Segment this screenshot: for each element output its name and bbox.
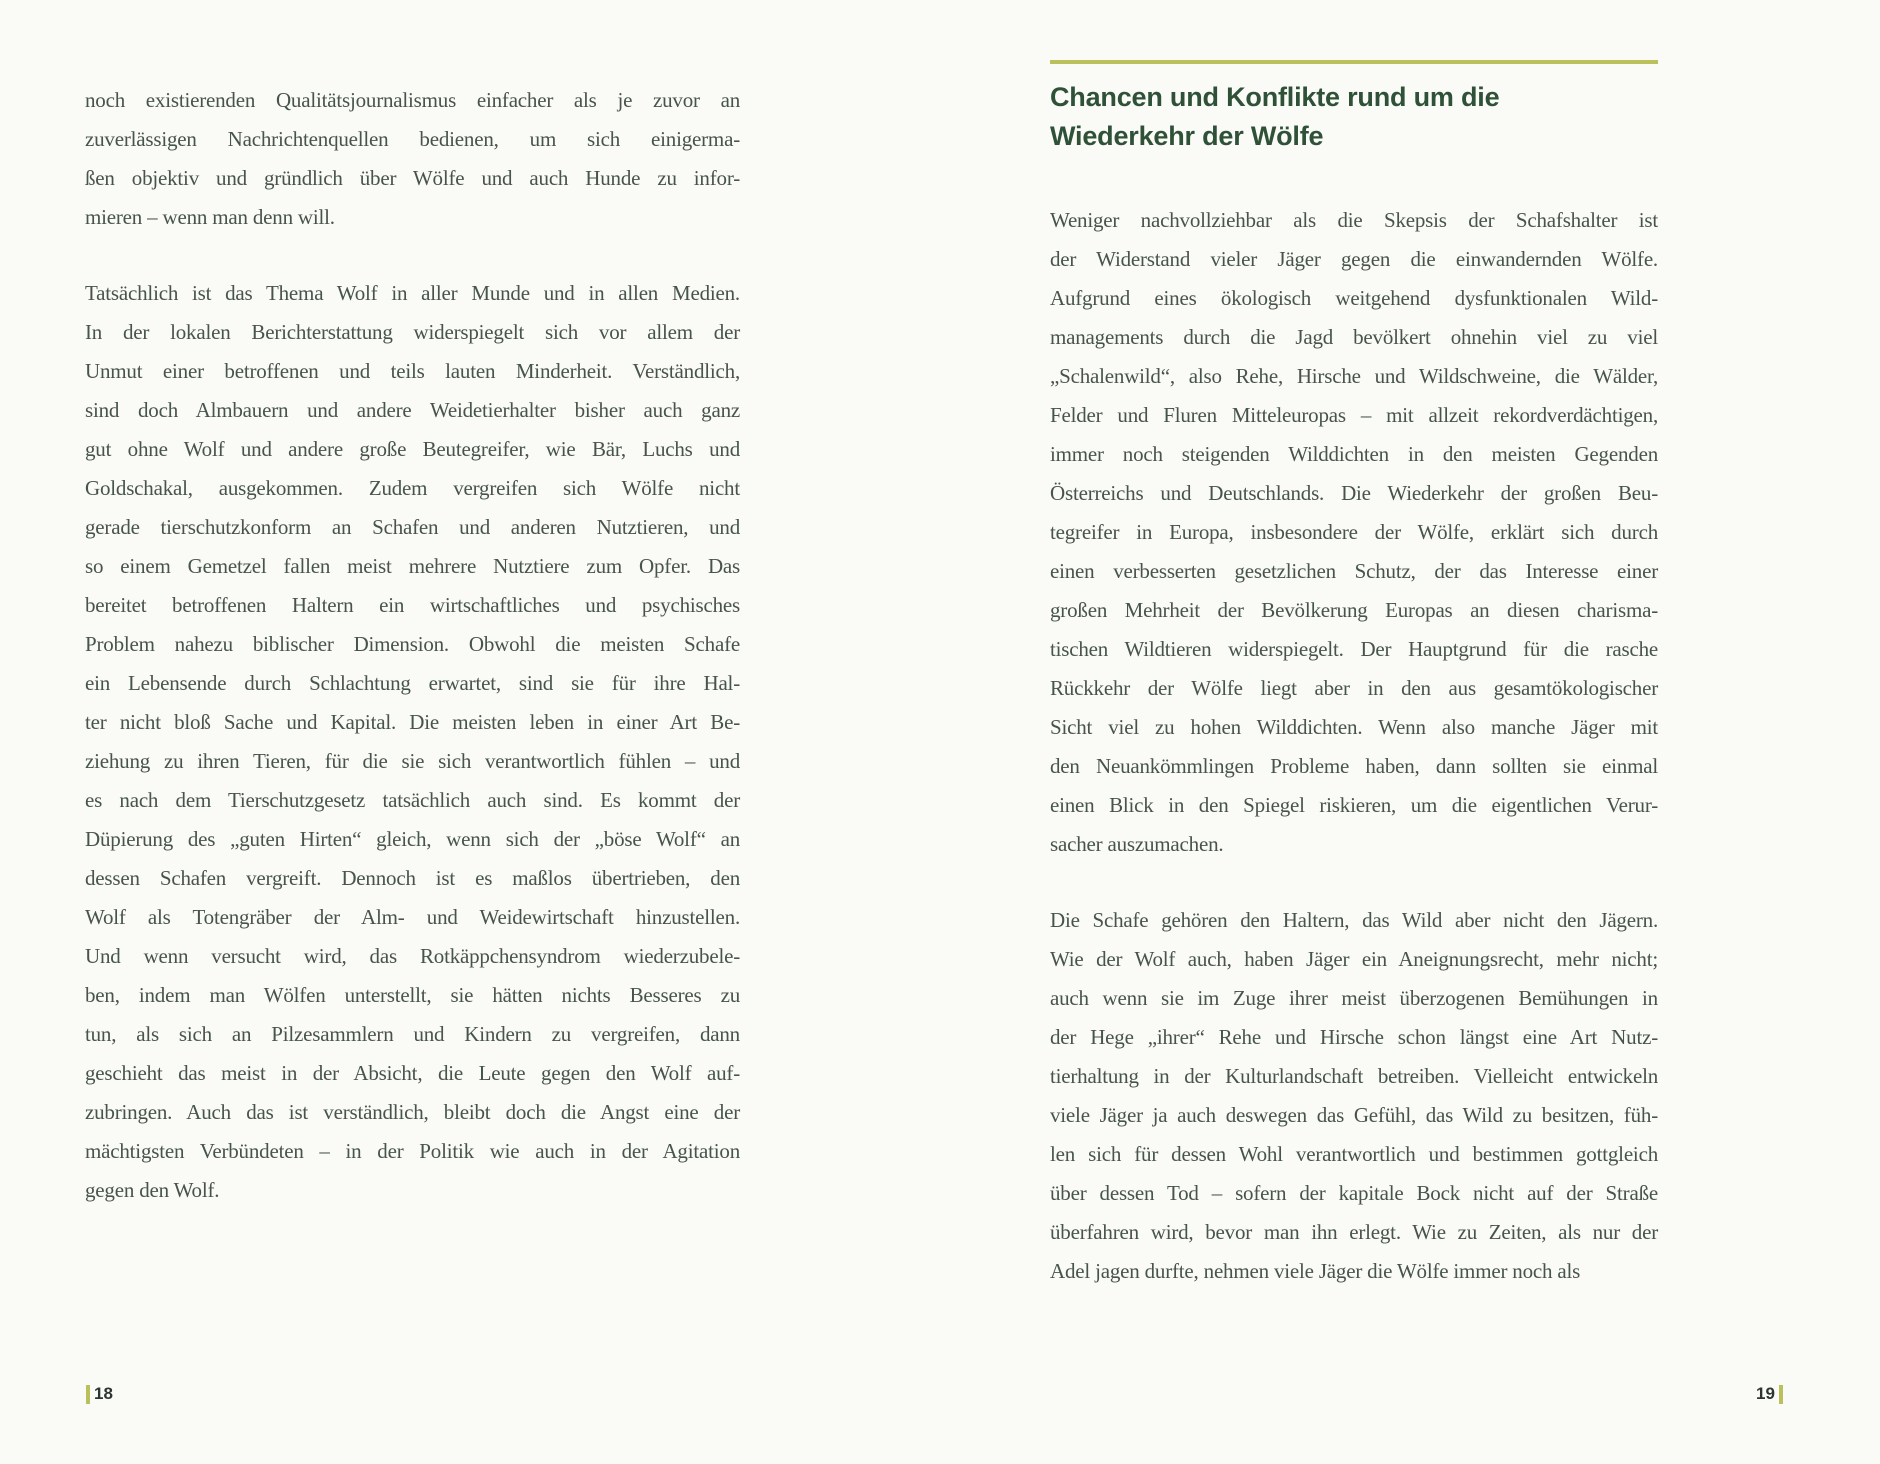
text-line: Goldschakal, ausgekommen. Zudem vergreifen sich Wölfe nicht	[85, 476, 740, 500]
text-line: großen Mehrheit der Bevölkerung Europas an diesen charisma-	[1050, 598, 1658, 622]
right-page-text	[1050, 201, 1658, 1291]
text-line: tierhaltung in der Kulturlandschaft betreiben. Vielleicht entwickeln	[1050, 1064, 1658, 1088]
text-line: immer noch steigenden Wilddichten in den meisten Gegenden	[1050, 442, 1658, 466]
text-line: Weniger nachvollziehbar als die Skepsis der Schafshalter ist	[1050, 208, 1658, 232]
text-line: gerade tierschutzkonform an Schafen und anderen Nutztieren, und	[85, 515, 740, 539]
text-line: Wiederkehr der Wölfe	[1050, 121, 1324, 151]
text-line: tischen Wildtieren widerspiegelt. Der Hauptgrund für die rasche	[1050, 637, 1658, 661]
text-line: Chancen und Konflikte rund um die	[1050, 82, 1500, 112]
text-line: der Hege „ihrer“ Rehe und Hirsche schon längst eine Art Nutz-	[1050, 1025, 1658, 1049]
body-paragraph	[85, 81, 740, 237]
text-line: Adel jagen durfte, nehmen viele Jäger die Wölfe immer noch als	[1050, 1259, 1581, 1283]
heading-rule	[1050, 60, 1658, 64]
text-line: ein Lebensende durch Schlachtung erwartet, sind sie für ihre Hal-	[85, 671, 740, 695]
text-line: gut ohne Wolf und andere große Beutegreifer, wie Bär, Luchs und	[85, 437, 740, 461]
text-line: dessen Schafen vergreift. Dennoch ist es maßlos übertrieben, den	[85, 866, 740, 890]
text-line: geschieht das meist in der Absicht, die Leute gegen den Wolf auf-	[85, 1061, 740, 1085]
text-line: ter nicht bloß Sache und Kapital. Die meisten leben in einer Art Be-	[85, 710, 740, 734]
body-paragraph	[1050, 901, 1658, 1291]
page-number-bar	[1779, 1385, 1783, 1404]
text-line: Rückkehr der Wölfe liegt aber in den aus gesamtökologischer	[1050, 676, 1658, 700]
text-line: überfahren wird, bevor man ihn erlegt. Wie zu Zeiten, als nur der	[1050, 1220, 1658, 1244]
text-line: len sich für dessen Wohl verantwortlich und bestimmen gottgleich	[1050, 1142, 1658, 1166]
text-line: Unmut einer betroffenen und teils lauten Minderheit. Verständlich,	[85, 359, 740, 383]
text-line: gegen den Wolf.	[85, 1178, 220, 1202]
body-paragraph	[1050, 201, 1658, 864]
text-line: Wolf als Totengräber der Alm- und Weidewirtschaft hinzustellen.	[85, 905, 740, 929]
text-line: ben, indem man Wölfen unterstellt, sie hätten nichts Besseres zu	[85, 983, 740, 1007]
text-line: Felder und Fluren Mitteleuropas – mit allzeit rekordverdächtigen,	[1050, 403, 1658, 427]
text-line: zuverlässigen Nachrichtenquellen bedienen, um sich einigerma-	[85, 127, 740, 151]
text-line: der Widerstand vieler Jäger gegen die einwandernden Wölfe.	[1050, 247, 1658, 271]
text-line: ziehung zu ihren Tieren, für die sie sich verantwortlich fühlen – und	[85, 749, 740, 773]
text-line: managements durch die Jagd bevölkert ohnehin viel zu viel	[1050, 325, 1658, 349]
body-paragraph	[85, 274, 740, 1210]
text-line: zubringen. Auch das ist verständlich, bleibt doch die Angst eine der	[85, 1100, 740, 1124]
text-line: noch existierenden Qualitätsjournalismus einfacher als je zuvor an	[85, 88, 740, 112]
text-line: viele Jäger ja auch deswegen das Gefühl, das Wild zu besitzen, füh-	[1050, 1103, 1658, 1127]
text-line: Österreichs und Deutschlands. Die Wiederkehr der großen Beu-	[1050, 481, 1658, 505]
text-line: mieren – wenn man denn will.	[85, 205, 335, 229]
text-line: es nach dem Tierschutzgesetz tatsächlich auch sind. Es kommt der	[85, 788, 740, 812]
text-line: sind doch Almbauern und andere Weidetierhalter bisher auch ganz	[85, 398, 740, 422]
text-line: In der lokalen Berichterstattung widerspiegelt sich vor allem der	[85, 320, 740, 344]
text-line: Wie der Wolf auch, haben Jäger ein Aneignungsrecht, mehr nicht;	[1050, 947, 1658, 971]
text-line: tegreifer in Europa, insbesondere der Wölfe, erklärt sich durch	[1050, 520, 1658, 544]
text-line: einen Blick in den Spiegel riskieren, um die eigentlichen Verur-	[1050, 793, 1658, 817]
right-page-column	[1050, 0, 1658, 1464]
left-page-text	[85, 81, 740, 1210]
text-line: Problem nahezu biblischer Dimension. Obwohl die meisten Schafe	[85, 632, 740, 656]
text-line: über dessen Tod – sofern der kapitale Bock nicht auf der Straße	[1050, 1181, 1658, 1205]
text-line: bereitet betroffenen Haltern ein wirtschaftliches und psychisches	[85, 593, 740, 617]
text-line: „Schalenwild“, also Rehe, Hirsche und Wildschweine, die Wälder,	[1050, 364, 1658, 388]
text-line: tun, als sich an Pilzesammlern und Kindern zu vergreifen, dann	[85, 1022, 740, 1046]
text-line: auch wenn sie im Zuge ihrer meist überzogenen Bemühungen in	[1050, 986, 1658, 1010]
text-line: Und wenn versucht wird, das Rotkäppchensyndrom wiederzubele-	[85, 944, 740, 968]
text-line: sacher auszumachen.	[1050, 832, 1224, 856]
page-number-right	[1756, 1383, 1783, 1405]
text-line: Aufgrund eines ökologisch weitgehend dysfunktionalen Wild-	[1050, 286, 1658, 310]
text-line: Tatsächlich ist das Thema Wolf in aller Munde und in allen Medien.	[85, 281, 740, 305]
text-line: ßen objektiv und gründlich über Wölfe und auch Hunde zu infor-	[85, 166, 740, 190]
chapter-heading	[1050, 78, 1658, 156]
text-line: Düpierung des „guten Hirten“ gleich, wenn sich der „böse Wolf“ an	[85, 827, 740, 851]
text-line: Die Schafe gehören den Haltern, das Wild aber nicht den Jägern.	[1050, 908, 1658, 932]
text-line: den Neuankömmlingen Probleme haben, dann sollten sie einmal	[1050, 754, 1658, 778]
text-line: mächtigsten Verbündeten – in der Politik wie auch in der Agitation	[85, 1139, 740, 1163]
page-number-left	[86, 1383, 113, 1405]
text-line: einen verbesserten gesetzlichen Schutz, der das Interesse einer	[1050, 559, 1658, 583]
page-number-bar	[86, 1385, 90, 1404]
page-number-value: 18	[94, 1384, 113, 1403]
page-number-value: 19	[1756, 1384, 1775, 1403]
text-line: Sicht viel zu hohen Wilddichten. Wenn also manche Jäger mit	[1050, 715, 1658, 739]
text-line: so einem Gemetzel fallen meist mehrere Nutztiere zum Opfer. Das	[85, 554, 740, 578]
